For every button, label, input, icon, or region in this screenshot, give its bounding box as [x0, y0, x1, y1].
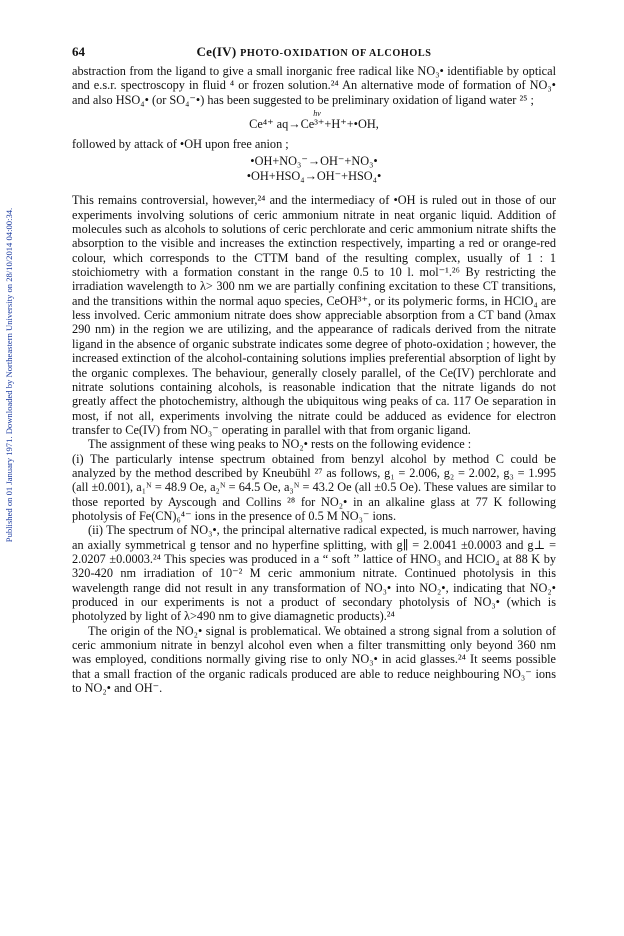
- paragraph-5: (i) The particularly intense spectrum obtained from benzyl alcohol by method C could be analyzed by the method described by Kneubühl ²⁷ as follows, g₁ = 2.006, g₂ = 2.002, g₃ = 1.995 (all ±0.001), a₁ᴺ = 48.9 Oe, a₂ᴺ = 64.5 Oe, a₃ᴺ = 43.2 Oe (all ±0.5 Oe). These values are similar to those reported by Ayscough and Collins ²⁸ for NO₂• in an alkaline glass at 77 K following photolysis of Fe(CN)₆⁴⁻ ions in the presence of 0.5 M NO₃⁻ ions.: [72, 451, 556, 523]
- equation-1-hv-label: hν: [313, 109, 321, 119]
- paragraph-6: (ii) The spectrum of NO₃•, the principal alternative radical expected, is much narrower, having an axially symmetrical g tensor and no hyperfine splitting, with g∥ = 2.0041 ±0.0003 and g⊥ = 2.0207 ±0.0003.²⁴ This species was produced in a “ soft ” lattice of HNO₃ and HClO₄ at 88 K by 320-420 nm irradiation of 10⁻² M ceric ammonium nitrate. Continued photolysis in this wavelength range did not result in any transformation of NO₃• into NO₂•, indicating that NO₂• produced in our experiments is not a product of secondary photolysis of NO₃• (which is photolyzed by light of λ>490 nm to give diamagnetic products).²⁴: [72, 523, 556, 624]
- download-notice: [1, 140, 17, 610]
- paragraph-2: followed by attack of •OH upon free anion ;: [72, 137, 289, 152]
- page-number: 64: [72, 44, 85, 59]
- paragraph-3: This remains controversial, however,²⁴ and the intermediacy of •OH is ruled out in those of our experiments involving solutions of ceric ammonium nitrate in neat organic liquid. Addition of molecules such as alcohols to solutions of ceric perchlorate and ceric ammonium nitrate shifts the absorption to the visible and increases the extinction respectively, imparting a red or orange-red colour, which corresponds to the CTTM band of the resulting complex, usually of 1 : 1 stoichiometry with a formation constant in the range 0.5 to 10 l. mol⁻¹.²⁶ By restricting the irradiation wavelength to λ> 300 nm we are partially confining excitation to these CT transitions, and the transitions within the normal aquo species, CeOH³⁺, or its polymeric forms, in HClO₄ are less involved. Ceric ammonium nitrate does show appreciable absorption from a CT band (λmax 290 nm) in the region we are utilizing, and the appearance of radicals derived from the nitrate ligand in the absence of organic substrate indicates some degree of photo-oxidation ; however, the increased extinction of the alcohol-containing solutions implies preferential absorption of light by the organic complexes. The behaviour, generally closely parallel, of the Ce(IV) perchlorate and nitrate solutions containing alcohols, is reasonable indication that the nitrate ligands do not greatly affect the photochemistry, although the ubiquitous wing peaks of ca. 117 Oe separation in most, if not all, experiments involving the nitrate could be adduced as evidence for electron transfer to Ce(IV) from NO₃⁻ operating in parallel with that from organic ligand.: [72, 193, 556, 437]
- equation-block-1: [72, 110, 556, 132]
- paragraph-1: abstraction from the ligand to give a small inorganic free radical like NO₃• identifiable by optical and e.s.r. spectroscopy in fluid ⁴ or frozen solution.²⁴ An alternative mode of formation of NO₃• and also HSO₄• (or SO₄⁻•) has been suggested to be preliminary oxidation of ligand water ²⁵ ;: [72, 64, 556, 107]
- running-title-rest: PHOTO-OXIDATION OF ALCOHOLS: [240, 48, 432, 59]
- running-title-lead: Ce(IV): [196, 44, 241, 59]
- paragraph-4: The assignment of these wing peaks to NO₂• rests on the following evidence :: [88, 437, 472, 452]
- download-notice-text: Published on 01 January 1971. Downloaded by Northeastern University on 28/10/2014 04:00:34.: [4, 207, 14, 543]
- equation-block-2: [72, 154, 556, 184]
- equation-3: •OH+HSO₄→OH⁻+HSO₄•: [246, 169, 382, 184]
- equation-1: Ce⁴⁺ aq→Ce³⁺+H⁺+•OH,: [249, 117, 379, 132]
- journal-page: [72, 44, 556, 695]
- equation-2: •OH+NO₃⁻→OH⁻+NO₃•: [250, 154, 378, 169]
- paragraph-7: The origin of the NO₂• signal is problematical. We obtained a strong signal from a solution of ceric ammonium nitrate in benzyl alcohol even when a filter transmitting only beyond 360 nm was employed, conditions normally giving rise to only NO₃• in acid glasses.²⁴ It seems possible that a small fraction of the organic radicals produced are able to reduce neighbouring NO₃⁻ ions to NO₂• and OH⁻.: [72, 623, 556, 696]
- running-title: [72, 44, 556, 60]
- running-header: [72, 44, 556, 64]
